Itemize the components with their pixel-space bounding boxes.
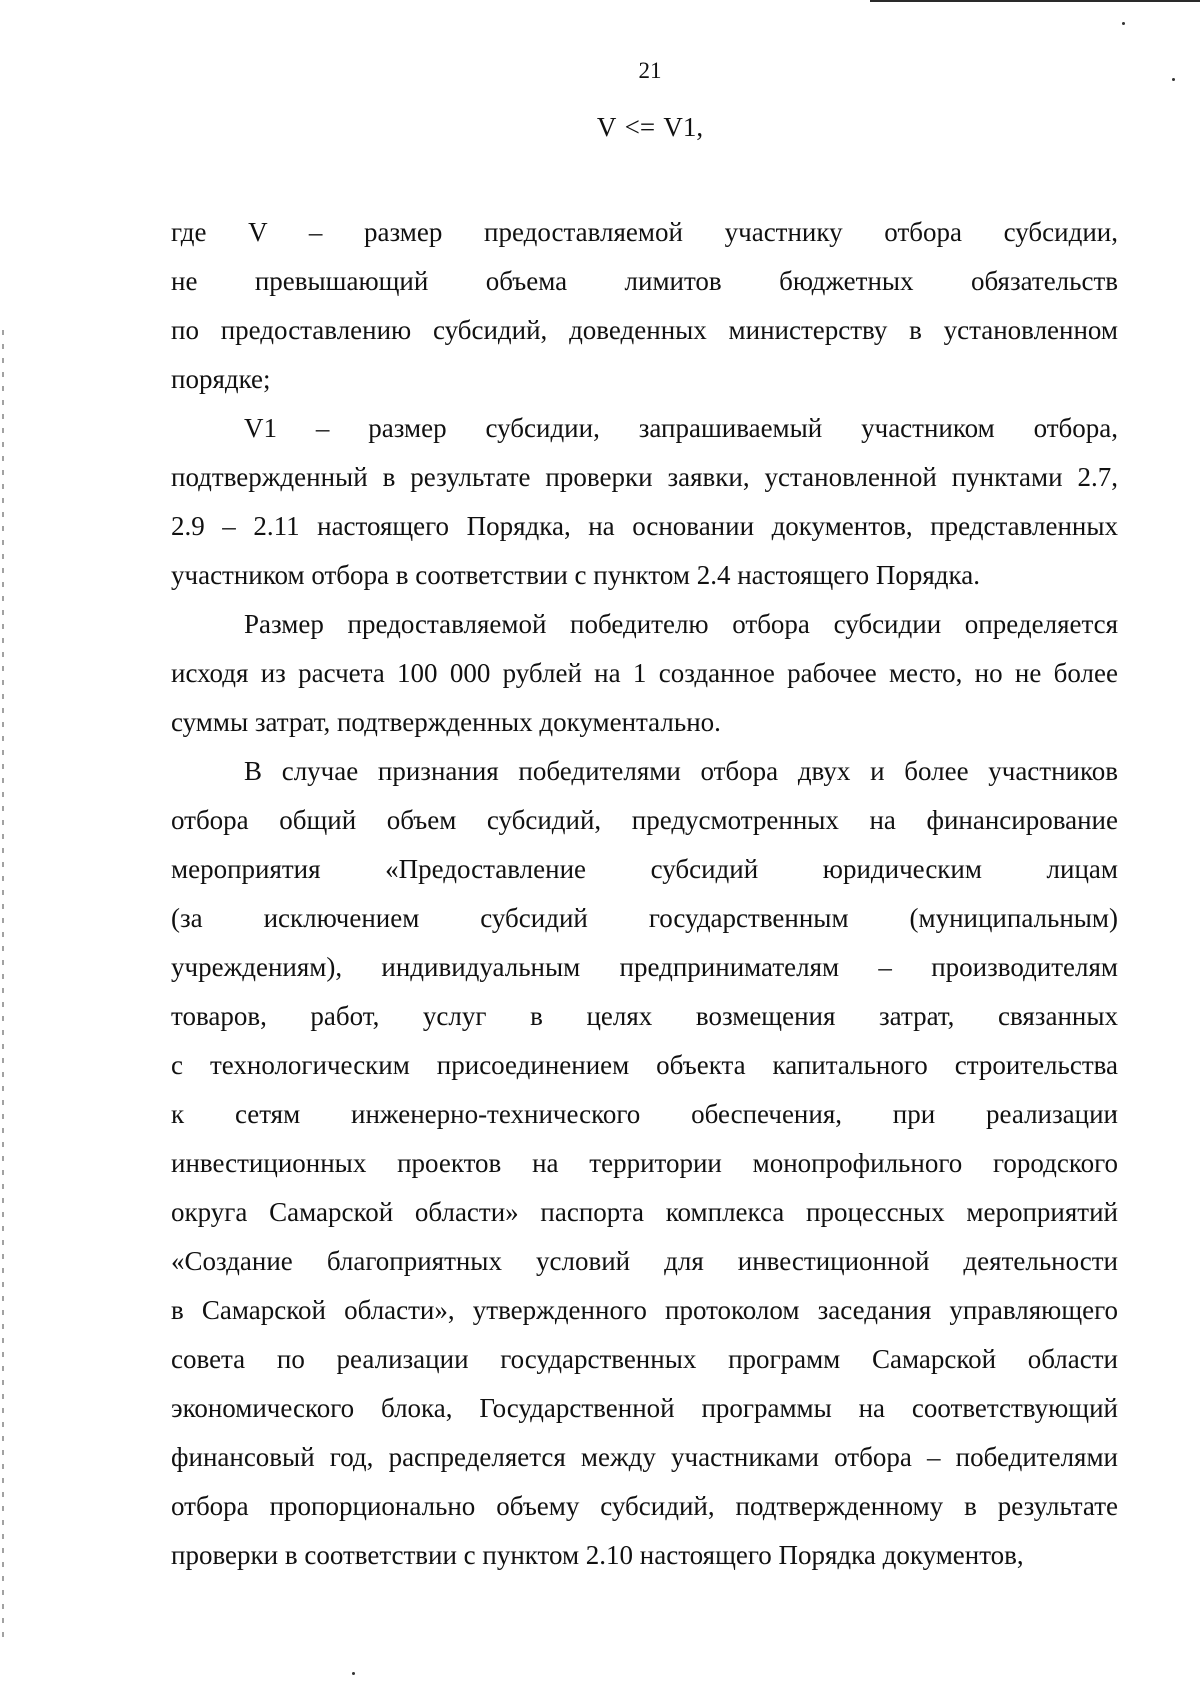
- text-line: отбора общий объем субсидий, предусмотренных на финансирование: [171, 805, 1118, 835]
- text-line: в Самарской области», утвержденного протоколом заседания управляющего: [171, 1295, 1118, 1325]
- text-line: Размер предоставляемой победителю отбора субсидии определяется: [244, 609, 1118, 639]
- text-line: исходя из расчета 100 000 рублей на 1 созданное рабочее место, но не более: [171, 658, 1118, 688]
- text-line: экономического блока, Государственной программы на соответствующий: [171, 1393, 1118, 1423]
- text-line: «Создание благоприятных условий для инвестиционной деятельности: [171, 1246, 1118, 1276]
- text-line: где V – размер предоставляемой участнику отбора субсидии,: [171, 217, 1118, 247]
- text-line: финансовый год, распределяется между участниками отбора – победителями: [171, 1442, 1118, 1472]
- scan-speck: [1122, 22, 1125, 25]
- text-line: суммы затрат, подтвержденных документально.: [171, 707, 721, 737]
- scan-edge-top: [870, 0, 1200, 2]
- paragraph: [171, 600, 1118, 747]
- scan-edge-left: [2, 330, 4, 1640]
- text-line: не превышающий объема лимитов бюджетных обязательств: [171, 266, 1118, 296]
- text-line: (за исключением субсидий государственным (муниципальным): [171, 903, 1118, 933]
- paragraph: [171, 404, 1118, 600]
- paragraph: [171, 747, 1118, 1580]
- page-number: 21: [638, 58, 662, 83]
- text-line: к сетям инженерно-технического обеспечения, при реализации: [171, 1099, 1118, 1129]
- paragraph: [171, 208, 1118, 404]
- text-line: инвестиционных проектов на территории монопрофильного городского: [171, 1148, 1118, 1178]
- scan-speck: [352, 1672, 355, 1675]
- text-line: учреждениям), индивидуальным предпринимателям – производителям: [171, 952, 1118, 982]
- text-line: подтвержденный в результате проверки заявки, установленной пунктами 2.7,: [171, 462, 1118, 492]
- text-line: с технологическим присоединением объекта капитального строительства: [171, 1050, 1118, 1080]
- text-line: округа Самарской области» паспорта комплекса процессных мероприятий: [171, 1197, 1118, 1227]
- text-line: отбора пропорционально объему субсидий, подтвержденному в результате: [171, 1491, 1118, 1521]
- text-line: совета по реализации государственных программ Самарской области: [171, 1344, 1118, 1374]
- formula: V <= V1,: [596, 112, 704, 142]
- text-line: проверки в соответствии с пунктом 2.10 настоящего Порядка документов,: [171, 1540, 1024, 1570]
- text-line: V1 – размер субсидии, запрашиваемый участником отбора,: [244, 413, 1118, 443]
- text-line: В случае признания победителями отбора двух и более участников: [244, 756, 1118, 786]
- text-line: по предоставлению субсидий, доведенных министерству в установленном: [171, 315, 1118, 345]
- text-line: 2.9 – 2.11 настоящего Порядка, на основании документов, представленных: [171, 511, 1118, 541]
- text-line: мероприятия «Предоставление субсидий юридическим лицам: [171, 854, 1118, 884]
- text-line: порядке;: [171, 364, 271, 394]
- body-text: [171, 208, 1118, 1580]
- text-line: товаров, работ, услуг в целях возмещения затрат, связанных: [171, 1001, 1118, 1031]
- text-line: участником отбора в соответствии с пунктом 2.4 настоящего Порядка.: [171, 560, 980, 590]
